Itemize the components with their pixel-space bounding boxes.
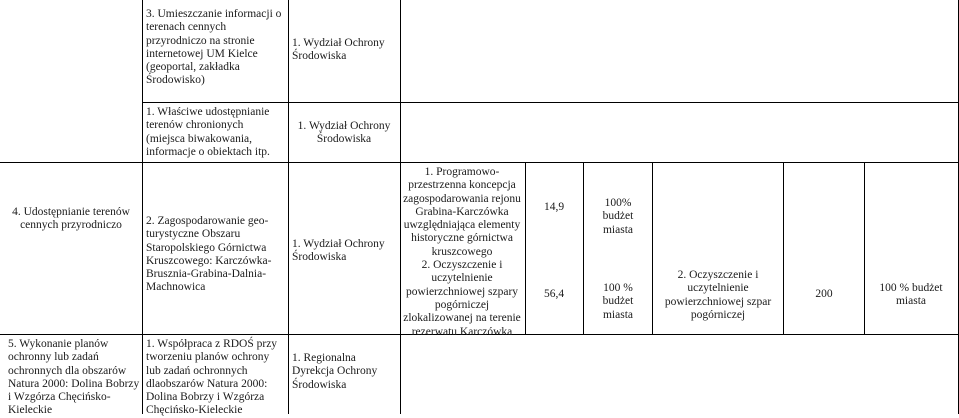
grid-line [583, 162, 584, 334]
task-4-action-2: 2. Oczyszczenie i uczytelnienie powierzchniowej szpar pogórniczej [664, 269, 772, 321]
grid-line [525, 162, 526, 334]
funding-source-1: 100% budżet miasta [602, 197, 634, 236]
grid-line [288, 0, 289, 414]
task-3b-unit: 1. Wydział Ochrony Środowiska [297, 120, 391, 146]
task-5-unit: 1. Regionalna Dyrekcja Ochrony Środowiska [292, 352, 378, 391]
grid-line [400, 0, 401, 414]
grid-line [142, 0, 143, 414]
grid-line [783, 162, 784, 334]
grid-line [142, 102, 958, 103]
funding-source-2: 100 % budżet miasta [602, 282, 634, 321]
task-4-description: 2. Zagospodarowanie geo-turystyczne Obszaru Staropolskiego Górnictwa Kruszcowego: Karczówka-Brusznia-Grabina-Dalnia-Machnowica [146, 215, 272, 294]
cost-value-3: 200 [815, 288, 833, 300]
grid-line [0, 162, 959, 163]
task-4-unit: 1. Wydział Ochrony Środowiska [292, 238, 385, 264]
task-3-unit: 1. Wydział Ochrony Środowiska [292, 37, 385, 63]
cost-value-2: 56,4 [543, 288, 565, 300]
task-3-description: 3. Umieszczanie informacji o terenach cennych przyrodniczo na stronie internetowej UM Kielce (geoportal, zakładka Środowisko) [146, 8, 282, 87]
funding-source-3: 100 % budżet miasta [879, 282, 943, 308]
cost-value-1: 14,9 [543, 201, 565, 213]
grid-line [652, 162, 653, 334]
grid-line [864, 162, 865, 334]
task-5-description: 1. Współpraca z RDOŚ przy tworzeniu planów ochrony lub zadań ochronnych dlaobszarów Natura 2000: Dolina Bobrzy i Wzgórza Chęcińsko-Kieleckie [146, 338, 278, 417]
goal-4-title: 4. Udostępnianie terenów cennych przyrodniczo [12, 206, 130, 232]
task-3b-description: 1. Właściwe udostępnianie terenów chronionych (miejsca biwakowania, informacje o obiektach itp. [146, 106, 270, 158]
goal-5-title: 5. Wykonanie planów ochronny lub zadań ochronnych dla obszarów Natura 2000: Dolina Bobrzy i Wzgórza Chęcińsko-Kieleckie [8, 338, 140, 417]
task-4-actions: 1. Programowo-przestrzenna koncepcja zagospodarowania rejonu Grabina-Karczówka uwzględniająca elementy historyczne górnictwa kruszcowego 2. Oczyszczenie i uczytelnienie powierzchniowej szpary pogórniczej zlokalizowanej na terenie rezerwatu Karczówka [403, 166, 521, 338]
